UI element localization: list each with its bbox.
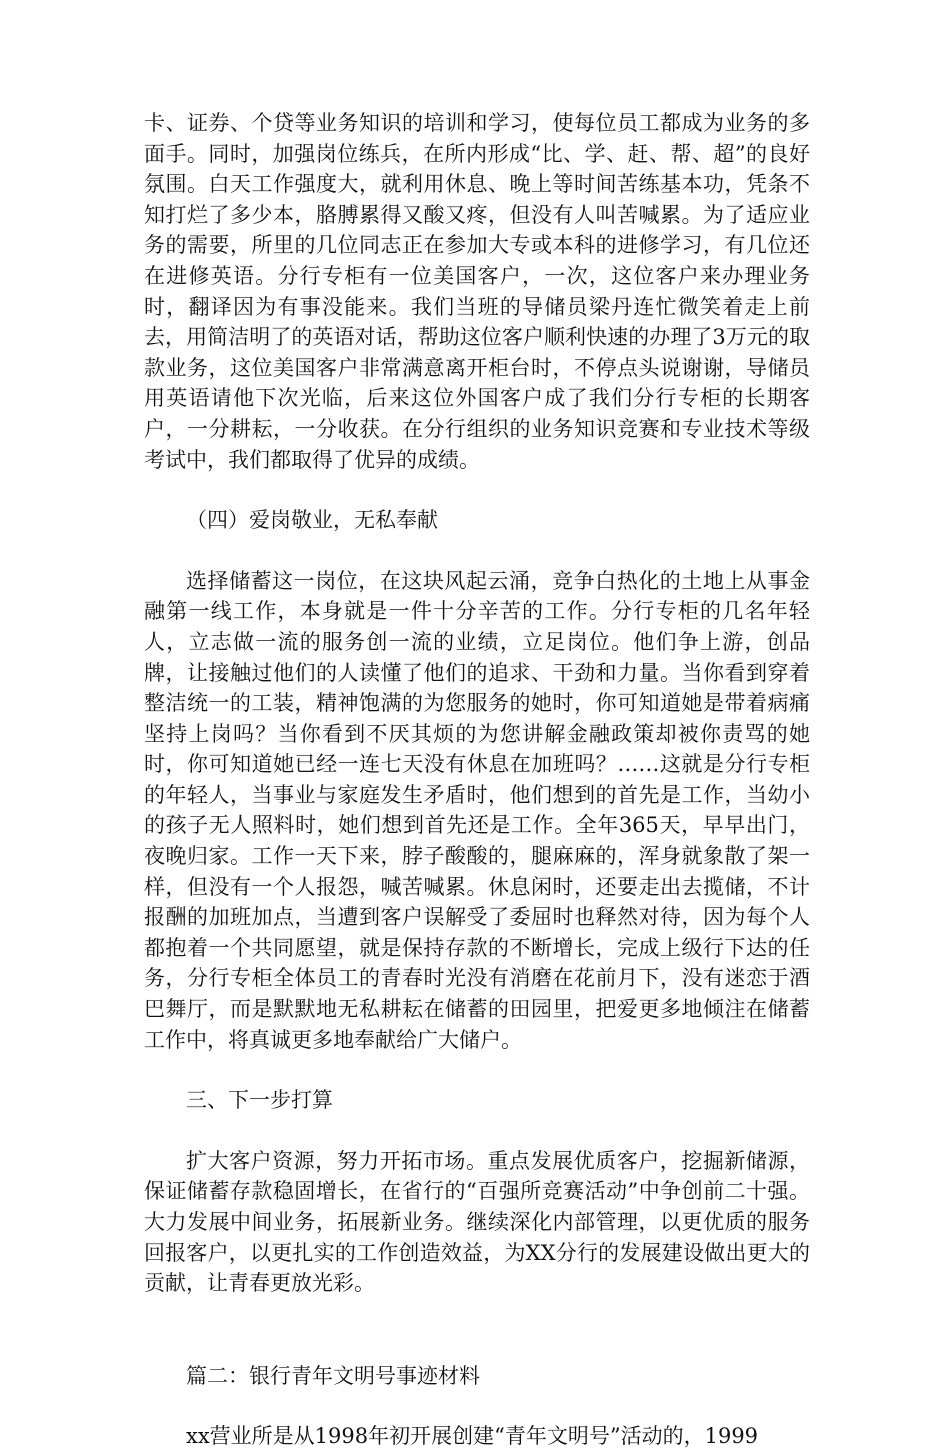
document-body: [144, 108, 810, 1452]
section-heading-dedication: （四）爱岗敬业，无私奉献: [186, 508, 438, 533]
article-title-part-two: 篇二：银行青年文明号事迹材料: [186, 1363, 480, 1388]
paragraph-part-two-intro: xx营业所是从1998年初开展创建“青年文明号”活动的，1999: [186, 1424, 759, 1449]
paragraph-training: 卡、证券、个贷等业务知识的培训和学习，使每位员工都成为业务的多面手。同时，加强岗位练兵，在所内形成“比、学、赶、帮、超”的良好氛围。白天工作强度大，就利用休息、晚上等时间苦练基本功，凭条不知打烂了多少本，胳膊累得又酸又疼，但没有人叫苦喊累。为了适应业务的需要，所里的几位同志正在参加大专或本科的进修学习，有几位还在进修英语。分行专柜有一位美国客户，一次，这位客户来办理业务时，翻译因为有事没能来。我们当班的导储员梁丹连忙微笑着走上前去，用简洁明了的英语对话，帮助这位客户顺利快速的办理了3万元的取款业务，这位美国客户非常满意离开柜台时，不停点头说谢谢，导储员用英语请他下次光临，后来这位外国客户成了我们分行专柜的长期客户，一分耕耘，一分收获。在分行组织的业务知识竞赛和专业技术等级考试中，我们都取得了优异的成绩。: [144, 111, 810, 472]
section-heading-next-plan: 三、下一步打算: [186, 1088, 333, 1113]
paragraph-dedication: 选择储蓄这一岗位，在这块风起云涌，竞争白热化的土地上从事金融第一线工作，本身就是一件十分辛苦的工作。分行专柜的几名年轻人，立志做一流的服务创一流的业绩，立足岗位。他们争上游，创品牌，让接触过他们的人读懂了他们的追求、干劲和力量。当你看到穿着整洁统一的工装，精神饱满的为您服务的她时，你可知道她是带着病痛坚持上岗吗？当你看到不厌其烦的为您讲解金融政策却被你责骂的她时，你可知道她已经一连七天没有休息在加班吗？……这就是分行专柜的年轻人，当事业与家庭发生矛盾时，他们想到的首先是工作，当幼小的孩子无人照料时，她们想到首先还是工作。全年365天，早早出门，夜晚归家。工作一天下来，脖子酸酸的，腿麻麻的，浑身就象散了架一样，但没有一个人报怨，喊苦喊累。休息闲时，还要走出去揽储，不计报酬的加班加点，当遭到客户误解受了委屈时也释然对待，因为每个人都抱着一个共同愿望，就是保持存款的不断增长，完成上级行下达的任务，分行专柜全体员工的青春时光没有消磨在花前月下，没有迷恋于酒巴舞厅，而是默默地无私耕耘在储蓄的田园里，把爱更多地倾注在储蓄工作中，将真诚更多地奉献给广大储户。: [144, 568, 810, 1052]
paragraph-next-plan: 扩大客户资源，努力开拓市场。重点发展优质客户，挖掘新储源，保证储蓄存款稳固增长，在省行的“百强所竞赛活动”中争创前二十强。大力发展中间业务，拓展新业务。继续深化内部管理，以更优质的服务回报客户，以更扎实的工作创造效益，为XX分行的发展建设做出更大的贡献，让青春更放光彩。: [144, 1148, 810, 1296]
